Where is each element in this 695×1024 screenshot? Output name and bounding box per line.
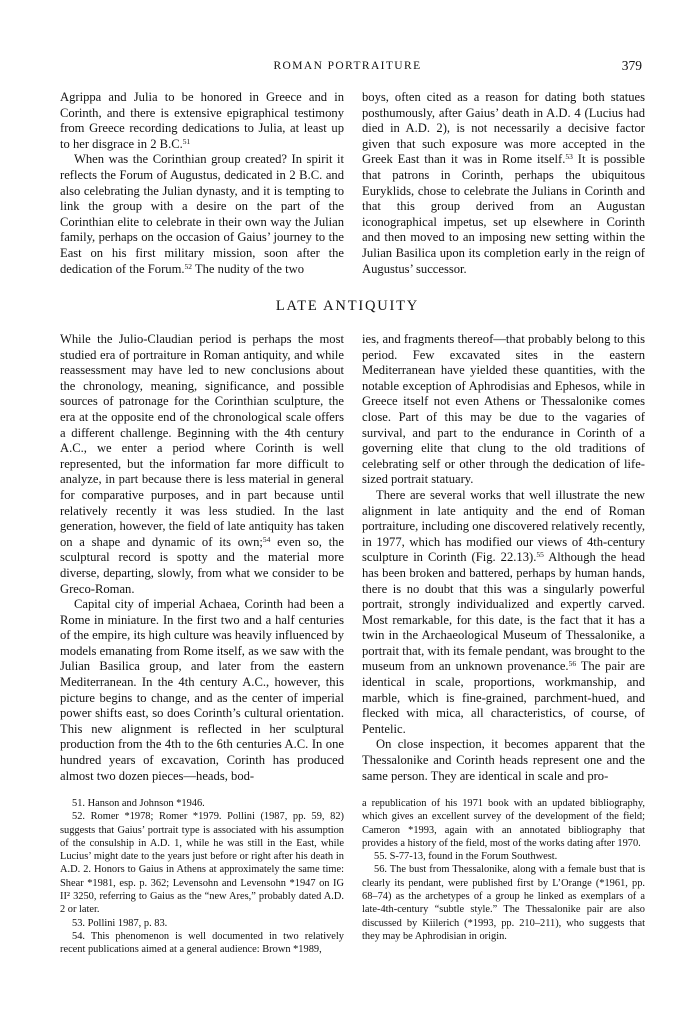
footnote-ref[interactable]: 51 — [182, 136, 191, 146]
page-number: 379 — [621, 58, 642, 73]
body-left-column — [60, 332, 344, 784]
paragraph: There are several works that well illustrate the new alignment in late antiquity and the end of Roman portraiture, including one discovered relatively recently, in 1977, which has modified our views of 4th-century sculpture in Corinth (Fig. 22.13).$^{55}$ Although the head has been broken and battered, perhaps by human hands, there is no doubt that this was a singularly powerful portrait, strongly individualized and expertly carved. Most remarkable, for this date, is the fact that it has a twin in the Archaeological Museum of Thessalonike, a portrait that, with its female pendant, was brought to the museum from an unknown provenance.$^{56}$ The pair are identical in scale, proportions, workmanship, and marble, which is fine-grained, parchment-hued, and flecked with mica, all characteristics, of course, of Pentelic. — [362, 487, 646, 736]
page-header — [0, 58, 695, 78]
top-right-column — [362, 90, 645, 277]
footnote-ref[interactable]: 54 — [262, 534, 271, 544]
body-right-column — [362, 332, 645, 784]
running-title: ROMAN PORTRAITURE — [273, 60, 422, 72]
footnote-ref[interactable]: 55 — [536, 550, 544, 560]
paragraph: boys, often cited as a reason for dating both statues posthumously, after Gaius’ death in A.D. 4 (Lucius had died in A.D. 2), is not necessarily a decisive factor given that such exposure was more accepted in the Greek East than it was in Rome itself.$^{53}$ It is possible that patrons in Corinth, perhaps the ubiquitous Euryklids, chose to celebrate the Julians in Corinth and that this group derived from an Augustan iconographical impetus, set up elsewhere in Corinth and then moved to an imposing new setting within the Julian Basilica upon its completion early in the reign of Augustus’ successor. — [362, 90, 645, 276]
paragraph: Agrippa and Julia to be honored in Greece and in Corinth, and there is extensive epigraphical testimony from Greece recording dedications to Julia, at least up to her disgrace in 2 B.C.$^{51}$ — [60, 90, 344, 151]
footnote: 55. S-77-13, found in the Forum Southwest. — [374, 851, 558, 863]
paragraph: Capital city of imperial Achaea, Corinth had been a Rome in miniature. In the first two and a half centuries of the empire, its high culture was heavily influenced by models emanating from Rome itself, as we saw with the Julian Basilica group, and later from the eastern Mediterranean. In the 4th century A.C., however, this picture begins to change, and as the center of imperial power shifts east, so does Corinth’s cultural orientation. This new alignment is reflected in her sculptural production from the 4th to the 6th centuries A.C. In one hundred years of excavation, Corinth has produced almost two dozen pieces—heads, bod- — [60, 597, 344, 783]
paragraph: While the Julio-Claudian period is perhaps the most studied era of portraiture in Roman antiquity, and while reassessment may have led to new conclusions about the chronology, meaning, significance, and possible sources of patronage for the Corinthian sculpture, the era at the opposite end of the chronological scale offers a different challenge. Beginning with the 4th century A.C., we enter a period where Corinth is well represented, but the information far more difficult to analyze, in part because there is less material in general for comparative purposes, and in part because until relatively recently it was less studied. In the last generation, however, the field of late antiquity has taken on a shape and dynamic of its own;$^{54}$ even so, the sculptural record is spotty and the material more diverse, departing, slowly, from what we consider to be Greco-Roman. — [60, 332, 344, 596]
footnote-ref[interactable]: 56 — [568, 659, 577, 669]
footnote: 52. Romer *1978; Romer *1979. Pollini (1987, pp. 59, 82) suggests that Gaius’ portrait type is associated with his assumption of the consulship in A.D. 1, while he was still in the East, while Lucius’ might date to the years just before or right after his death in A.D. 2. Honors to Gaius in Athens at approximately the same time: Shear *1981, esp. p. 362; Levensohn and Levensohn *1947 on IG II² 3250, referring to Gaius as the “new Ares,” probably dated A.D. 2 or later. — [60, 811, 344, 916]
footnotes-left — [60, 797, 344, 957]
footnotes-right — [362, 797, 645, 943]
section-heading: LATE ANTIQUITY — [275, 298, 420, 314]
footnote-ref[interactable]: 53 — [565, 152, 573, 162]
paragraph: On close inspection, it becomes apparent that the Thessalonike and Corinth heads represent one and the same person. They are identical in scale and pro- — [362, 737, 645, 783]
footnote: 53. Pollini 1987, p. 83. — [72, 917, 168, 929]
footnote: 54. This phenomenon is well documented in two relatively recent publications aimed at a general audience: Brown *1989, — [60, 930, 344, 956]
footnote: 56. The bust from Thessalonike, along with a female bust that is clearly its pendant, were published first by L’Orange (*1961, pp. 68–74) as the archetypes of a group he linked as exemplars of a late-4th-century “subtle style.” The Thessalonike pair are also discussed by Kiilerich (*1993, pp. 210–211), who suggests that they may be Aphrodisian in origin. — [362, 864, 645, 942]
paragraph: ies, and fragments thereof—that probably belong to this period. Few excavated sites in the eastern Mediterranean have yielded these quantities, with the notable exception of Aphrodisias and Ephesos, while in Greece itself not even Athens or Thessalonike comes close. Part of this may be due to the vagaries of survival, and part to the endurance in Corinth of a governing elite that clung to the old traditions of celebrating self or other through the dedication of life-sized portrait statuary. — [362, 332, 645, 487]
top-left-column — [60, 90, 344, 277]
footnote-ref[interactable]: 52 — [184, 261, 193, 271]
paragraph: When was the Corinthian group created? In spirit it reflects the Forum of Augustus, dedicated in 2 B.C. and also celebrating the Julian dynasty, and it is tempting to link the group with a desire on the part of the Corinthian elite to celebrate in their own way the Julian family, perhaps on the occasion of Gaius’ journey to the East on his first military mission, soon after the dedication of the Forum.$^{52}$ The nudity of the two — [60, 152, 344, 276]
footnote: a republication of his 1971 book with an updated bibliography, which gives an excellent survey of the development of the field; Cameron *1993, again with an annotated bibliography that provides a history of the field, most of the works dating after 1970. — [362, 798, 645, 849]
footnote: 51. Hanson and Johnson *1946. — [72, 798, 205, 809]
